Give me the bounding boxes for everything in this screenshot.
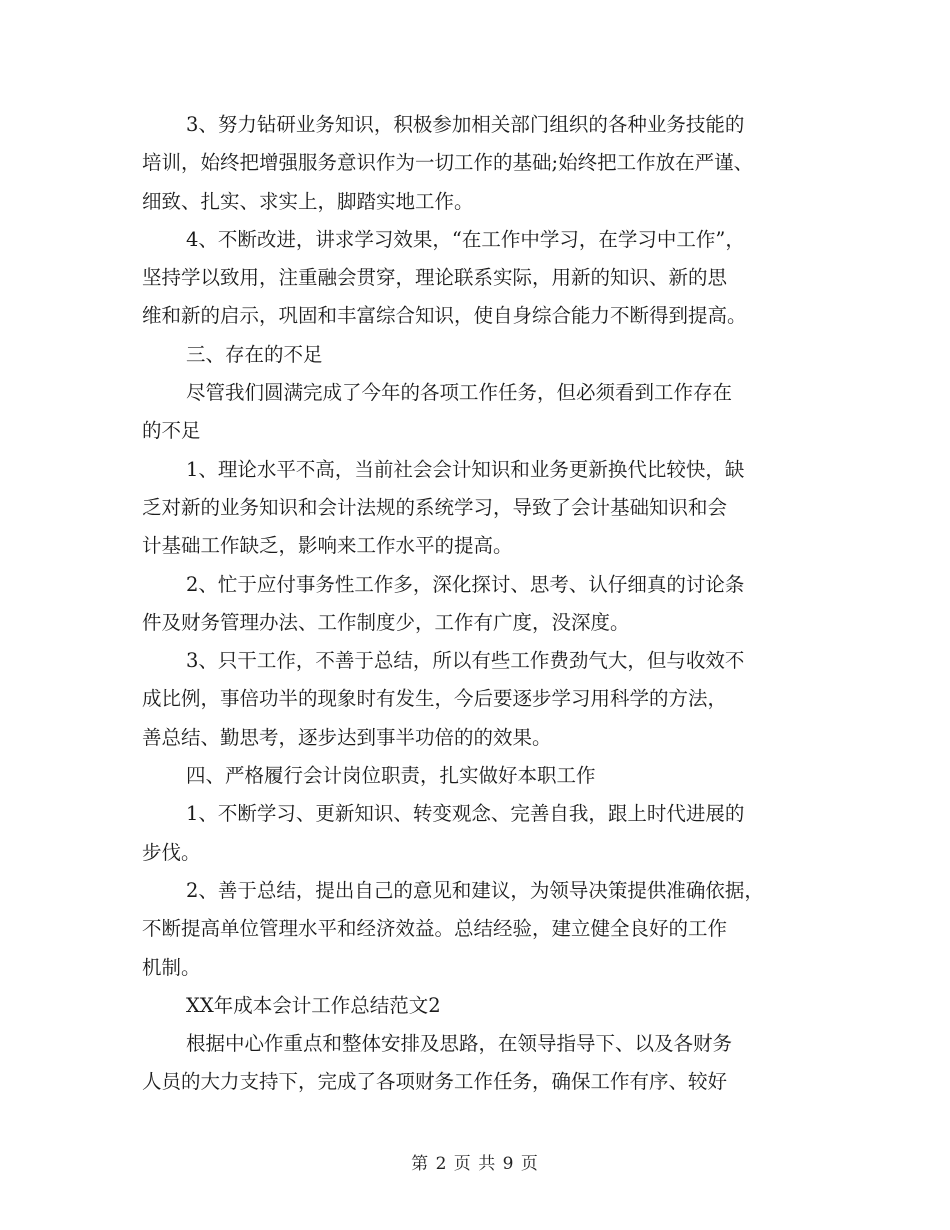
text-line: 根据中心作重点和整体安排及思路，在领导指导下、以及各财务 — [186, 1032, 733, 1056]
text-line: 步伐。 — [142, 840, 201, 864]
text-line: 善总结、勤思考，逐步达到事半功倍的的效果。 — [142, 725, 552, 749]
text-line: 培训，始终把增强服务意识作为一切工作的基础;始终把工作放在严谨、 — [142, 151, 754, 175]
text-line: 维和新的启示，巩固和丰富综合知识，使自身综合能力不断得到提高。 — [142, 304, 747, 328]
text-line: 4、不断改进，讲求学习效果，“在工作中学习，在学习中工作”， — [186, 227, 745, 251]
text-line: 3、只干工作，不善于总结，所以有些工作费劲气大，但与收效不 — [186, 649, 745, 673]
text-line: 不断提高单位管理水平和经济效益。总结经验，建立健全良好的工作 — [142, 917, 728, 941]
text-line: 尽管我们圆满完成了今年的各项工作任务，但必须看到工作存在 — [186, 381, 733, 405]
text-line: 成比例，事倍功半的现象时有发生，今后要逐步学习用科学的方法， — [142, 687, 728, 711]
text-line: 1、理论水平不高，当前社会会计知识和业务更新换代比较快，缺 — [186, 457, 745, 481]
page-number-footer: 第 2 页 共 9 页 — [411, 1154, 539, 1174]
section-heading: 三、存在的不足 — [186, 342, 323, 366]
text-line: 件及财务管理办法、工作制度少，工作有广度，没深度。 — [142, 610, 630, 634]
text-line: 计基础工作缺乏，影响来工作水平的提高。 — [142, 534, 513, 558]
text-line: 3、努力钻研业务知识，积极参加相关部门组织的各种业务技能的 — [186, 113, 745, 136]
text-line: 2、善于总结，提出自己的意见和建议，为领导决策提供准确依据， — [186, 878, 764, 902]
section-heading: 四、严格履行会计岗位职责，扎实做好本职工作 — [186, 764, 596, 788]
text-line: 人员的大力支持下，完成了各项财务工作任务，确保工作有序、较好 — [142, 1070, 728, 1094]
document-body — [142, 106, 822, 1102]
text-line: 的不足 — [142, 419, 201, 443]
text-line: 2、忙于应付事务性工作多，深化探讨、思考、认仔细真的讨论条 — [186, 572, 745, 596]
text-line: 乏对新的业务知识和会计法规的系统学习，导致了会计基础知识和会 — [142, 495, 728, 519]
text-line: 细致、扎实、求实上，脚踏实地工作。 — [142, 189, 474, 213]
article-title: XX年成本会计工作总结范文2 — [186, 993, 441, 1017]
text-line: 机制。 — [142, 955, 201, 979]
text-line: 坚持学以致用，注重融会贯穿，理论联系实际，用新的知识、新的思 — [142, 266, 728, 290]
text-line: 1、不断学习、更新知识、转变观念、完善自我，跟上时代进展的 — [186, 802, 745, 826]
